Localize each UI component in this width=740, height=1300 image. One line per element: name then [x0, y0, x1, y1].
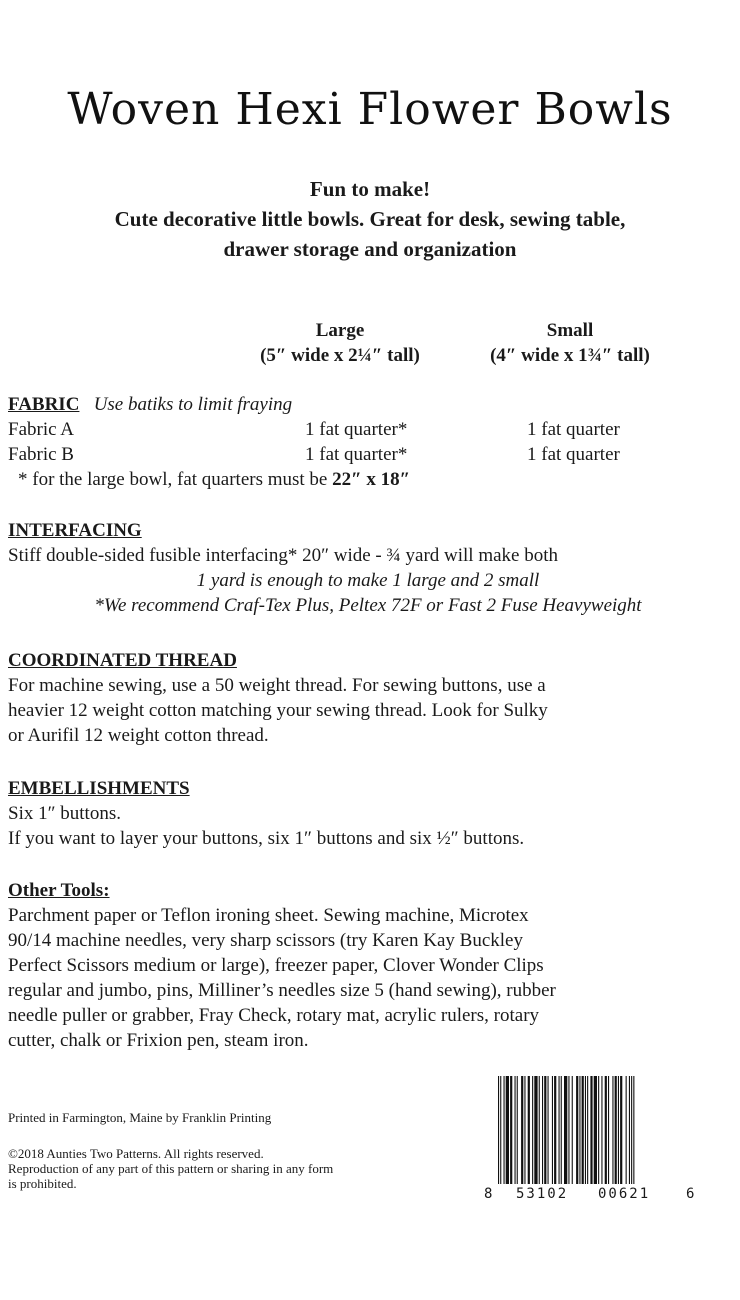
barcode-bar: [515, 1076, 516, 1184]
fabric-large-amount: 1 fat quarter*: [305, 444, 408, 465]
barcode-check-digit: 6: [686, 1186, 695, 1202]
fabric-row: [8, 417, 728, 442]
barcode-bar: [506, 1076, 509, 1184]
reproduction-line-2: is prohibited.: [8, 1176, 77, 1191]
barcode-bar: [524, 1076, 525, 1184]
barcode-bar: [534, 1076, 537, 1184]
barcode-bar: [576, 1076, 578, 1184]
size-large-label: Large: [315, 320, 365, 341]
barcode-bar: [587, 1076, 588, 1184]
embellishments-line-1: Six 1″ buttons.: [8, 803, 121, 824]
barcode-bar: [612, 1076, 613, 1184]
barcode-bar: [608, 1076, 609, 1184]
thread-line-3: or Aurifil 12 weight cotton thread.: [8, 725, 269, 746]
barcode-bar: [572, 1076, 573, 1184]
barcode-bar: [554, 1076, 556, 1184]
interfacing-recommendation: *We recommend Craf-Tex Plus, Peltex 72F or Fast 2 Fuse Heavyweight: [94, 595, 642, 616]
barcode-bar: [585, 1076, 586, 1184]
thread-line-1: For machine sewing, use a 50 weight thread. For sewing buttons, use a: [8, 675, 546, 696]
barcode-bar: [633, 1076, 634, 1184]
thread-heading: COORDINATED THREAD: [8, 650, 237, 671]
barcode-bar: [517, 1076, 518, 1184]
size-small-dims: (4″ wide x 1¾″ tall): [490, 345, 650, 366]
tools-line-6: cutter, chalk or Frixion pen, steam iron.: [8, 1030, 309, 1051]
size-large-dims: (5″ wide x 2¼″ tall): [260, 345, 420, 366]
barcode-bar: [544, 1076, 546, 1184]
tools-line-2: 90/14 machine needles, very sharp scissors (try Karen Kay Buckley: [8, 930, 523, 951]
fabric-footnote-text: * for the large bowl, fat quarters must be: [18, 469, 333, 490]
fabric-footnote-size: 22″ x 18″: [332, 469, 411, 490]
barcode-bar: [552, 1076, 553, 1184]
barcode-bar: [568, 1076, 569, 1184]
barcode-bar: [564, 1076, 567, 1184]
size-small-label: Small: [546, 320, 594, 341]
tools-line-4: regular and jumbo, pins, Milliner’s needles size 5 (hand sewing), rubber: [8, 980, 556, 1001]
fabric-section: [8, 392, 728, 492]
barcode-bar: [631, 1076, 632, 1184]
barcode-bar: [532, 1076, 533, 1184]
fabric-row: [8, 442, 728, 467]
interfacing-heading: INTERFACING: [8, 520, 142, 541]
intro-line-2: Cute decorative little bowls. Great for desk, sewing table,: [114, 207, 626, 231]
barcode-bar: [594, 1076, 597, 1184]
barcode-bar: [601, 1076, 602, 1184]
barcode-bar: [542, 1076, 543, 1184]
size-large-header: [240, 318, 440, 368]
barcode-bar: [510, 1076, 512, 1184]
tools-section: [8, 878, 728, 1053]
barcode-bar: [498, 1076, 499, 1184]
thread-section: [8, 648, 728, 748]
barcode-bar: [579, 1076, 580, 1184]
barcode-bar: [561, 1076, 562, 1184]
barcode-bar: [605, 1076, 607, 1184]
fabric-small-amount: 1 fat quarter: [527, 419, 620, 440]
intro-line-3: drawer storage and organization: [223, 237, 517, 261]
size-small-header: [460, 318, 680, 368]
printed-in: Printed in Farmington, Maine by Franklin Printing: [8, 1110, 272, 1125]
embellishments-line-2: If you want to layer your buttons, six 1″ buttons and six ½″ buttons.: [8, 828, 525, 849]
barcode-left-group: 53102: [516, 1186, 569, 1202]
fabric-name: Fabric B: [8, 444, 74, 465]
embellishments-heading: EMBELLISHMENTS: [8, 778, 190, 799]
interfacing-line-1: Stiff double-sided fusible interfacing* 20″ wide - ¾ yard will make both: [8, 545, 558, 566]
barcode-bar: [615, 1076, 617, 1184]
barcode-bar: [500, 1076, 501, 1184]
barcode-bar: [539, 1076, 540, 1184]
barcode-bar: [582, 1076, 584, 1184]
thread-line-2: heavier 12 weight cotton matching your sewing thread. Look for Sulky: [8, 700, 548, 721]
barcode-bar: [528, 1076, 530, 1184]
barcode-bar: [504, 1076, 505, 1184]
interfacing-line-2: 1 yard is enough to make 1 large and 2 small: [196, 570, 540, 591]
copyright-line: ©2018 Aunties Two Patterns. All rights reserved.: [8, 1146, 264, 1161]
barcode-bar: [548, 1076, 549, 1184]
barcode-bar: [629, 1076, 630, 1184]
fabric-heading: FABRIC: [8, 394, 80, 415]
barcode-right-group: 00621: [598, 1186, 651, 1202]
tools-line-3: Perfect Scissors medium or large), freezer paper, Clover Wonder Clips: [8, 955, 544, 976]
fabric-note: Use batiks to limit fraying: [93, 394, 293, 415]
pattern-title: Woven Hexi Flower Bowls: [67, 84, 673, 135]
embellishments-section: [8, 776, 728, 851]
fabric-small-amount: 1 fat quarter: [527, 444, 620, 465]
interfacing-section: [8, 518, 728, 618]
barcode-bar: [626, 1076, 627, 1184]
reproduction-line-1: Reproduction of any part of this pattern or sharing in any form: [8, 1161, 334, 1176]
intro-line-1: Fun to make!: [309, 177, 431, 201]
fabric-large-amount: 1 fat quarter*: [305, 419, 408, 440]
barcode-bar: [559, 1076, 560, 1184]
barcode-first-digit: 8: [484, 1186, 493, 1202]
tools-heading: Other Tools:: [8, 880, 110, 901]
intro-block: [0, 174, 740, 264]
barcode-bar: [598, 1076, 599, 1184]
tools-line-1: Parchment paper or Teflon ironing sheet. Sewing machine, Microtex: [8, 905, 529, 926]
copyright-block: [8, 1146, 333, 1191]
barcode-bar: [590, 1076, 592, 1184]
barcode: [484, 1076, 695, 1206]
fabric-name: Fabric A: [8, 419, 74, 440]
barcode-bar: [620, 1076, 622, 1184]
tools-line-5: needle puller or grabber, Fray Check, rotary mat, acrylic rulers, rotary: [8, 1005, 540, 1026]
barcode-bar: [521, 1076, 523, 1184]
fabric-footnote: [8, 467, 728, 492]
barcode-bars: [498, 1076, 680, 1184]
barcode-bar: [618, 1076, 619, 1184]
